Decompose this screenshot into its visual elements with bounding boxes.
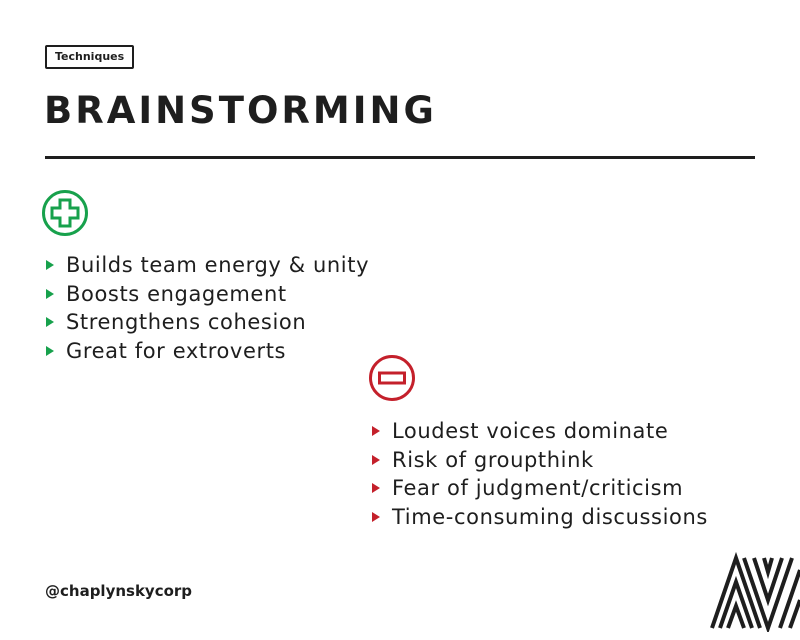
play-bullet-icon [46, 317, 54, 327]
cons-item-label: Time-consuming discussions [392, 504, 708, 529]
play-bullet-icon [46, 289, 54, 299]
cons-item [370, 503, 708, 532]
play-bullet-icon [372, 426, 380, 436]
pros-item [44, 308, 369, 337]
cons-item-label: Fear of judgment/criticism [392, 476, 684, 500]
title-divider [45, 156, 755, 159]
category-tag: Techniques [45, 45, 134, 69]
pros-item-label: Strengthens cohesion [66, 310, 307, 334]
pros-item [44, 337, 369, 366]
cons-item [370, 446, 708, 475]
play-bullet-icon [46, 346, 54, 356]
pros-list [44, 251, 369, 365]
cons-list [370, 417, 708, 531]
play-bullet-icon [372, 455, 380, 465]
play-bullet-icon [372, 483, 380, 493]
play-bullet-icon [372, 512, 380, 522]
minus-circle-icon [368, 354, 416, 402]
pros-item-label: Boosts engagement [66, 281, 287, 306]
pros-item-label: Builds team energy & unity [66, 253, 370, 277]
pros-item-label: Great for extroverts [66, 338, 287, 363]
cons-item [370, 417, 708, 446]
plus-circle-icon [41, 189, 89, 237]
pros-item [44, 280, 369, 309]
cons-item [370, 474, 708, 503]
social-handle: @chaplynskycorp [45, 582, 193, 600]
pros-item [44, 251, 369, 280]
cons-item-label: Loudest voices dominate [392, 419, 669, 443]
brand-logo-icon [708, 548, 800, 632]
page-title: BRAINSTORMING [44, 89, 437, 132]
cons-item-label: Risk of groupthink [392, 447, 594, 472]
play-bullet-icon [46, 260, 54, 270]
